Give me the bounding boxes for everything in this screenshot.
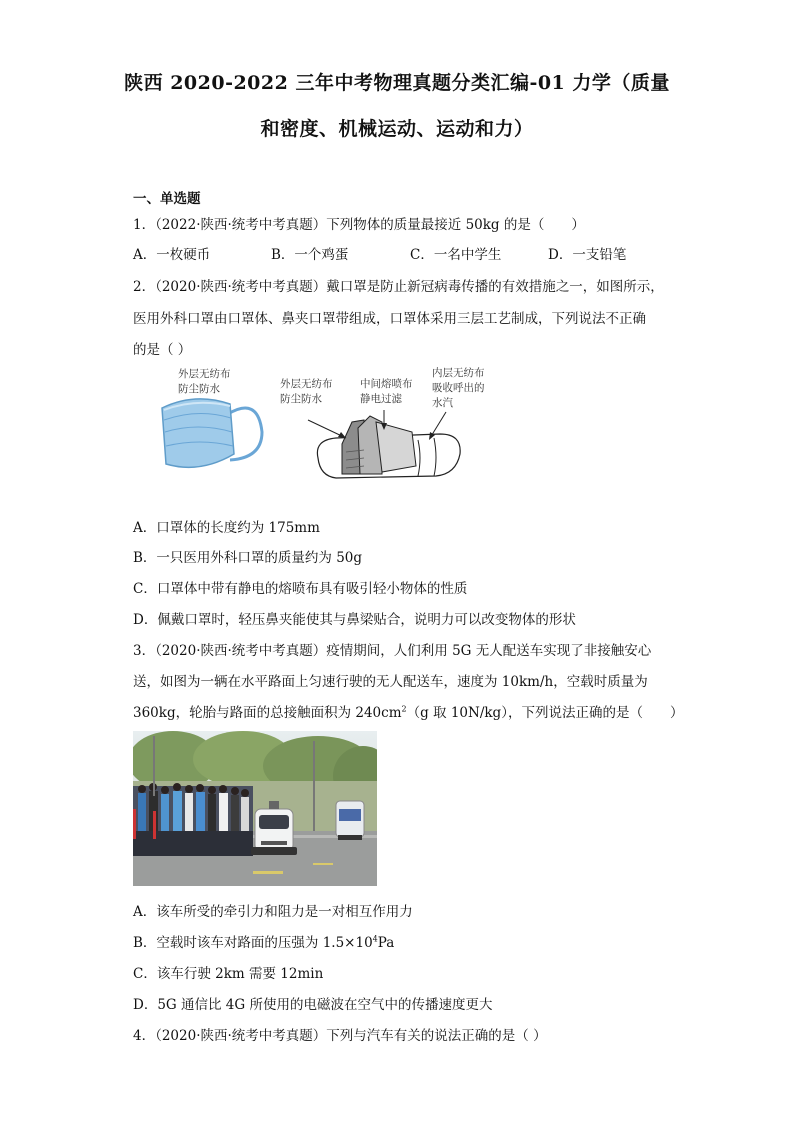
q1-option-d: D．一支铅笔 [548,247,627,263]
q3-option-b-superscript: 4 [372,934,378,944]
q3-option-b-unit: Pa [377,935,395,951]
q3-stem-text-a: 360kg，轮胎与路面的总接触面积为 240cm [133,705,402,721]
q3-stem-text-b: （g 取 10N/kg），下列说法正确的是（ ） [406,705,684,721]
mask-figure [150,362,510,490]
mask-layer-diagram [308,410,460,478]
question-1-stem: 1．（2022·陕西·统考中考真题）下列物体的质量最接近 50kg 的是（ ） [133,217,585,233]
q2-option-c: C．口罩体中带有静电的熔喷布具有吸引轻小物体的性质 [133,581,468,597]
document-title-line1: 陕西 2020-2022 三年中考物理真题分类汇编-01 力学（质量 [124,72,670,94]
mask-label-outer-1: 外层无纺布 [280,378,333,390]
mask-label-left-1: 外层无纺布 [178,368,231,380]
mask-label-inner-2: 吸收呼出的 [432,382,485,394]
mask-label-outer-2: 防尘防水 [280,393,322,405]
mask-label-middle-1: 中间熔喷布 [360,378,413,390]
mask-label-inner-3: 水汽 [432,397,453,409]
document-title-line2: 和密度、机械运动、运动和力） [260,118,534,140]
section-heading: 一、单选题 [133,191,201,207]
question-3-stem-line3 [133,701,683,721]
q3-stem-superscript: 2 [401,704,407,714]
mask-label-left-2: 防尘防水 [178,383,220,395]
q3-option-b-text: B．空载时该车对路面的压强为 1.5×10 [133,935,373,951]
q3-option-b [133,931,394,951]
q1-option-b: B．一个鸡蛋 [271,247,349,263]
q1-option-c: C．一名中学生 [410,247,502,263]
question-3-stem-line1: 3．（2020·陕西·统考中考真题）疫情期间，人们利用 5G 无人配送车实现了非接触安心 [133,643,652,659]
surgical-mask-image [162,399,262,467]
q3-option-d: D．5G 通信比 4G 所使用的电磁波在空气中的传播速度更大 [133,997,493,1013]
question-2-stem-line3: 的是（ ） [133,342,192,358]
question-2-stem-line2: 医用外科口罩由口罩体、鼻夹口罩带组成，口罩体采用三层工艺制成，下列说法不正确 [133,311,646,327]
mask-label-inner-1: 内层无纺布 [432,367,485,379]
mask-label-middle-2: 静电过滤 [360,393,402,405]
q1-option-a: A．一枚硬币 [133,247,211,263]
question-4-stem: 4．（2020·陕西·统考中考真题）下列与汽车有关的说法正确的是（ ） [133,1028,547,1044]
q3-option-c: C．该车行驶 2km 需要 12min [133,966,324,982]
q2-option-d: D．佩戴口罩时，轻压鼻夹能使其与鼻梁贴合，说明力可以改变物体的形状 [133,612,576,628]
q3-option-a: A．该车所受的牵引力和阻力是一对相互作用力 [133,904,413,920]
question-3-stem-line2: 送，如图为一辆在水平路面上匀速行驶的无人配送车，速度为 10km/h，空载时质量为 [133,674,648,690]
q2-option-a: A．口罩体的长度约为 175mm [133,520,320,536]
question-2-stem-line1: 2．（2020·陕西·统考中考真题）戴口罩是防止新冠病毒传播的有效措施之一，如图所示， [133,279,664,295]
delivery-vehicle-photo [133,731,377,886]
q2-option-b: B．一只医用外科口罩的质量约为 50g [133,550,363,566]
